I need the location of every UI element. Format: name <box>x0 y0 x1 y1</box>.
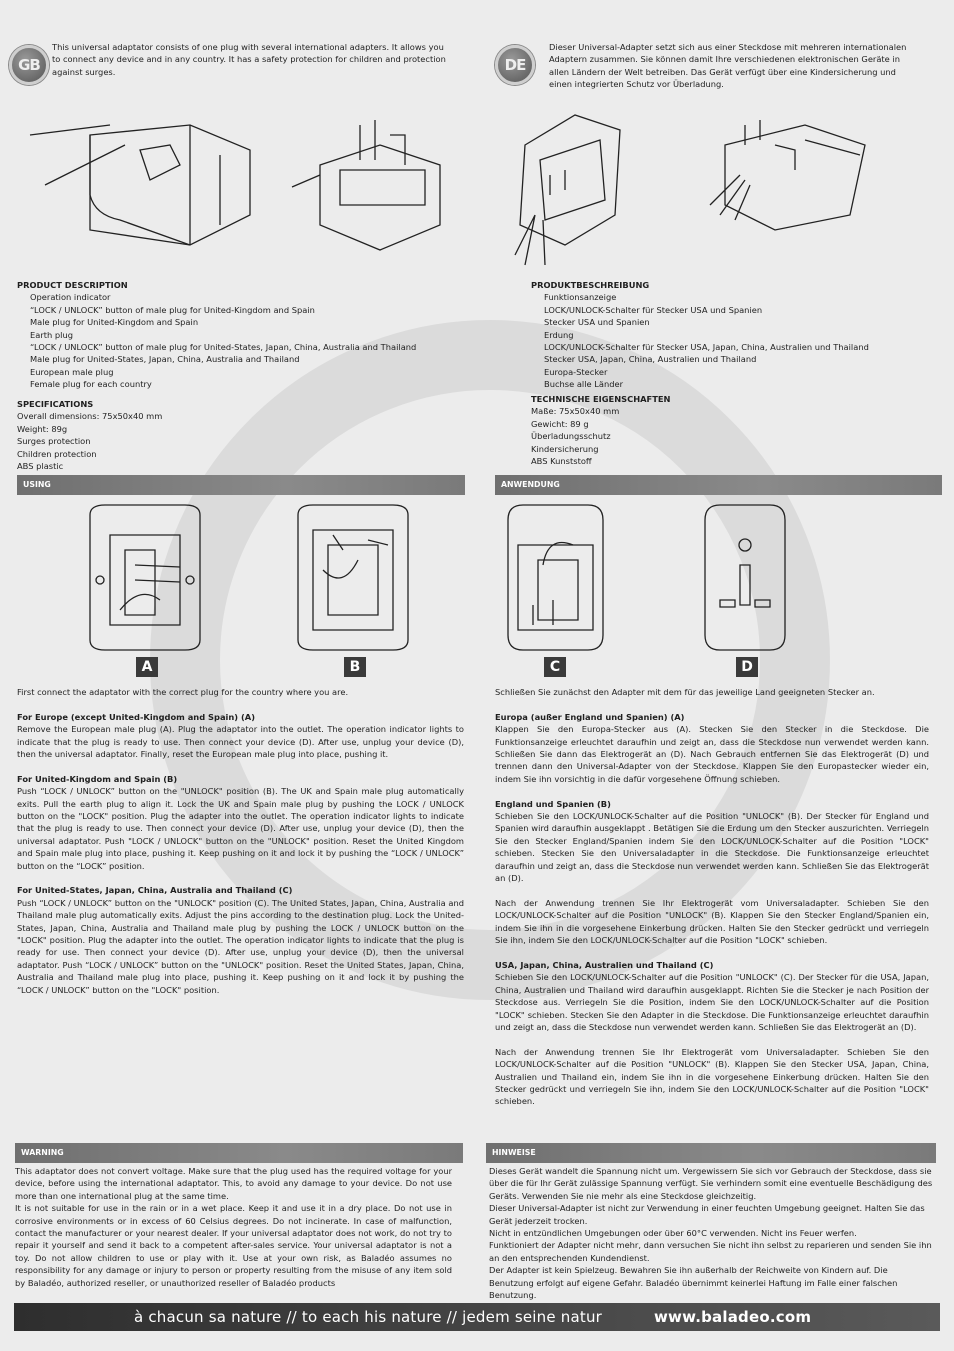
paragraph: Dieser Universal-Adapter ist nicht zur Verwendung in einer feuchten Umgebung geeignet. Halten Sie das Gerät jederzeit trocken. <box>489 1203 925 1226</box>
section-heading: USA, Japan, China, Australien und Thailand (C) <box>495 959 714 970</box>
list-item: “LOCK / UNLOCK” button of male plug for United-Kingdom and Spain <box>30 304 315 315</box>
section-bar-hinweise: HINWEISE <box>486 1143 936 1163</box>
specifications-title: SPECIFICATIONS <box>17 399 94 409</box>
intro-de: Dieser Universal-Adapter setzt sich aus einer Steckdose mit mehreren internationalen Adaptern zusammen. Sie können damit Ihre verschiedenen elektronischen Geräte in allen Ländern der Welt betreiben. Das Gerät verfügt über eine Kindersicherung und einen integrierten Schutz vor Überladung. <box>549 42 907 90</box>
list-item: ABS Kunststoff <box>531 456 592 467</box>
paragraph: Funktioniert der Adapter nicht mehr, dann versuchen Sie nicht ihn selbst zu reparieren und senden Sie ihn an den entsprechenden Kundendienst. <box>489 1240 932 1263</box>
paragraph: Nicht in entzündlichen Umgebungen oder über 60°C verwenden. Nicht ins Feuer werfen. <box>489 1228 857 1239</box>
specifications-title: TECHNISCHE EIGENSCHAFTEN <box>531 394 671 404</box>
list-item: Female plug for each country <box>30 379 152 390</box>
list-item: LOCK/UNLOCK-Schalter für Stecker USA, Japan, China, Australien und Thailand <box>544 342 869 353</box>
list-item: Weight: 89g <box>17 423 68 434</box>
paragraph: Remove the European male plug (A). Plug the adaptator into the outlet. The operation indicator lights to indicate that the plug is ready to use. Then connect your device (D). After use, unplug your device (D), then the universal adaptator. Finally, reset the European male plug into place, pushing it. <box>17 724 464 760</box>
list-item: Gewicht: 89 g <box>531 418 589 429</box>
section-heading: England und Spanien (B) <box>495 798 611 809</box>
product-description-title: PRODUCT DESCRIPTION <box>17 280 128 290</box>
list-item: Maße: 75x50x40 mm <box>531 406 620 417</box>
list-item: Buchse alle Länder <box>544 379 624 390</box>
gb-flag-icon: GB <box>9 45 49 85</box>
figure-a-illustration <box>80 505 210 650</box>
paragraph: Nach der Anwendung trennen Sie Ihr Elektrogerät vom Universaladapter. Schieben Sie den LOCK/UNLOCK-Schalter auf die Position "UNLOCK" (B). Klappen Sie den Stecker USA, Japan, China, Australien und Thailand ein, indem Sie ihn in die vorgesehene Einkerbung drücken. Halten Sie den Stecker gedrückt und verriegeln Sie ihn, indem Sie den LOCK/UNLOCK-Schalter auf die Position "LOCK" schieben. <box>495 1046 929 1107</box>
warning-text-de <box>489 1165 933 1301</box>
footer-tagline: à chacun sa nature // to each his nature // jedem seine natur <box>134 1308 603 1326</box>
using-intro: Schließen Sie zunächst den Adapter mit dem für das jeweilige Land geeigneten Stecker an. <box>495 687 875 697</box>
adapter-illustration-de <box>505 105 905 275</box>
list-item: Stecker USA, Japan, China, Australien und Thailand <box>544 354 757 365</box>
paragraph: Schieben Sie den LOCK/UNLOCK-Schalter auf die Position "UNLOCK" (B). Der Stecker für England und Spanien wird daraufhin ausgeklappt . Betätigen Sie die Erdung um den Stecker auszurichten. Verriegeln Sie den Stecker England/Spanien indem Sie den LOCK/UNLOCK-Schalter auf die Position "LOCK" schieben. Stecken Sie den Universaladapter in die Steckdose. Die Funktionsanzeige erleuchtet daraufhin und zeigt an, dass die Steckdose nun verwendet werden kann. Schließen Sie das Elektrogerät an (D). <box>495 811 929 884</box>
section-heading: Europa (außer England und Spanien) (A) <box>495 711 685 722</box>
list-item: Overall dimensions: 75x50x40 mm <box>17 411 163 422</box>
figure-label-d: D <box>736 657 758 677</box>
product-description-de <box>531 279 931 391</box>
section-heading: For United-States, Japan, China, Australia and Thailand (C) <box>17 885 293 896</box>
section-heading: For Europe (except United-Kingdom and Spain) (A) <box>17 711 255 722</box>
section-bar-anwendung: ANWENDUNG <box>495 475 942 495</box>
list-item: Überladungsschutz <box>531 431 611 442</box>
list-item: “LOCK / UNLOCK” button of male plug for United-States, Japan, China, Australia and Thailand <box>30 342 417 353</box>
list-item: Funktionsanzeige <box>544 292 617 303</box>
list-item: Erdung <box>544 329 574 340</box>
using-intro: First connect the adaptator with the correct plug for the country where you are. <box>17 687 349 697</box>
list-item: Stecker USA und Spanien <box>544 317 650 328</box>
paragraph: Klappen Sie den Europa-Stecker aus (A). Stecken Sie den Stecker in die Steckdose. Die Funktionsanzeige erleuchtet daraufhin und zeigt an, dass die Steckdose nun verwendet werden kann. Schließen Sie dann das Elektrogerät an (D). Nach Gebrauch entfernen Sie das Elektrogerät (D) und trennen dann den Universal-Adapter von der Steckdose. Klappen Sie den Europastecker wieder ein, indem Sie ihn vorsichtig in die dafür vorgesehene Öffnung schieben. <box>495 724 929 784</box>
de-flag-icon: DE <box>495 45 535 85</box>
footer-banner <box>14 1303 940 1331</box>
list-item: European male plug <box>30 366 114 377</box>
specifications-en <box>17 398 317 472</box>
paragraph: Push “LOCK / UNLOCK” button on the "UNLOCK" position (C). The United States, Japan, China, Australia and Thailand male plug automatically exits. Adjust the pins according to the destination plug. Lock the United-States, Japan, China, Australia and Thailand male plug by pushing the LOCK / UNLOCK button on the "LOCK" position. Plug the adapter into the outlet. The operation indicator lights to indicate that the plug is ready for use. Then connect your device (D). After use, unplug your device (D), then the universal adaptator. Push “LOCK / UNLOCK” button on the "UNLOCK" position. Reset the United States, Japan, China, Australia and Thailand male plug into place, pushing it. Keep pushing on it and lock it by pushing the “LOCK / UNLOCK” button on the "LOCK" position. <box>17 897 464 995</box>
specifications-de <box>531 393 831 467</box>
product-description-title: PRODUKTBESCHREIBUNG <box>531 280 650 290</box>
using-instructions-en <box>17 686 464 1009</box>
list-item: Earth plug <box>30 329 73 340</box>
figure-label-a: A <box>136 657 158 677</box>
list-item: Male plug for United-Kingdom and Spain <box>30 317 199 328</box>
figure-d-illustration <box>695 505 795 650</box>
paragraph: It is not suitable for use in the rain or in a wet place. Keep it and use it in a dry place. Do not use in corrosive environments or in excess of 60 Celsius degrees. Do not incinerate. In case of malfunction, contact the manufacturer or your nearest dealer. If your universal adaptator does not work, do not try to repair it yourself and send it back to a competent after-sales service. Your universal adaptator is not a toy. Do not allow children to use or play with it. Use at your own risk, as Baladéo assumes no responsibility for any damage or injury to person or property resulting from the misuse of any item sold by Baladéo, authorized reseller, or unauthorized reseller of Baladéo products <box>15 1203 452 1288</box>
figure-label-b: B <box>344 657 366 677</box>
paragraph: Nach der Anwendung trennen Sie Ihr Elektrogerät vom Universaladapter. Schieben Sie den LOCK/UNLOCK-Schalter auf die Position "UNLOCK" (B). Klappen Sie den Stecker England/Spanien ein, indem Sie ihn in die vorgesehene Einkerbung drücken. Halten Sie den Stecker gedrückt und verriegeln Sie ihn, indem Sie den LOCK/UNLOCK-Schalter auf die Position "LOCK" schieben. <box>495 897 929 946</box>
paragraph: Schieben Sie den LOCK/UNLOCK-Schalter auf die Position "UNLOCK" (C). Der Stecker für die USA, Japan, China, Australien und Thailand wird daraufhin ausgeklappt. Richten Sie die Stecker je nach Position der Steckdose aus. Verriegeln Sie die Position, indem Sie den LOCK/UNLOCK-Schalter auf die Position "LOCK" schieben. Stecken Sie den Adapter in die Steckdose. Die Funktionsanzeige erleuchtet daraufhin und zeigt an, dass die Steckdose nun verwendet werden kann. Schließen Sie das Elektrogerät an (D). <box>495 972 929 1032</box>
figure-label-c: C <box>544 657 566 677</box>
product-description-en <box>17 279 477 391</box>
list-item: Operation indicator <box>30 292 111 303</box>
paragraph: Dieses Gerät wandelt die Spannung nicht um. Vergewissern Sie sich vor Gebrauch der Steckdose, dass sie über die für Ihr Gerät zulässige Spannung verfügt. Sie verhindern somit eine eventuelle Beschädigung des Geräts. Verwenden Sie nie mehr als eine Steckdose gleichzeitig. <box>489 1166 933 1201</box>
warning-text-en <box>15 1165 452 1289</box>
figure-b-illustration <box>288 505 418 650</box>
section-heading: For United-Kingdom and Spain (B) <box>17 773 178 784</box>
list-item: LOCK/UNLOCK-Schalter für Stecker USA und Spanien <box>544 304 763 315</box>
list-item: Surges protection <box>17 436 91 447</box>
paragraph: Push “LOCK / UNLOCK” button on the "UNLOCK" position (B). The UK and Spain male plug automatically exits. Pull the earth plug to align it. Lock the UK and Spain male plug by pushing the LOCK / UNLOCK button on the "LOCK" position. Plug the adapter into the outlet. The operation indicator lights to indicate that the plug is ready to use. Then connect your device (D). After use, unplug your device (D), then the universal adaptator. Push "LOCK / UNLOCK" button on the "UNLOCK" position. Reset the United Kingdom and Spain male plug into place, pushing it. Keep pushing on it and lock it by pushing the “LOCK / UNLOCK” button on the “LOCK” position. <box>17 786 464 871</box>
list-item: ABS plastic <box>17 461 64 472</box>
list-item: Male plug for United-States, Japan, China, Australia and Thailand <box>30 354 300 365</box>
figure-c-illustration <box>498 505 613 650</box>
intro-en: This universal adaptator consists of one plug with several international adapters. It allows you to connect any device and in any country. It has a safety protection for children and protection against surges. <box>52 42 446 77</box>
using-instructions-de <box>495 686 929 1120</box>
paragraph: This adaptator does not convert voltage. Make sure that the plug used has the required voltage for your device, before using the international adaptator. This, to avoid any damage to your device. Do not use more than one international plug at the same time. <box>15 1166 452 1201</box>
footer-website-link[interactable]: www.baladeo.com <box>654 1308 812 1326</box>
adapter-illustration-en <box>30 105 470 265</box>
list-item: Europa-Stecker <box>544 366 608 377</box>
list-item: Kindersicherung <box>531 443 599 454</box>
paragraph: Der Adapter ist kein Spielzeug. Bewahren Sie ihn außerhalb der Reichweite von Kindern auf. Die Benutzung erfolgt auf eigene Gefahr. Baladéo übernimmt keinerlei Haftung im Falle einer falschen Benutzung. <box>489 1265 898 1301</box>
list-item: Children protection <box>17 448 97 459</box>
section-bar-warning: WARNING <box>15 1143 463 1163</box>
section-bar-using: USING <box>17 475 465 495</box>
